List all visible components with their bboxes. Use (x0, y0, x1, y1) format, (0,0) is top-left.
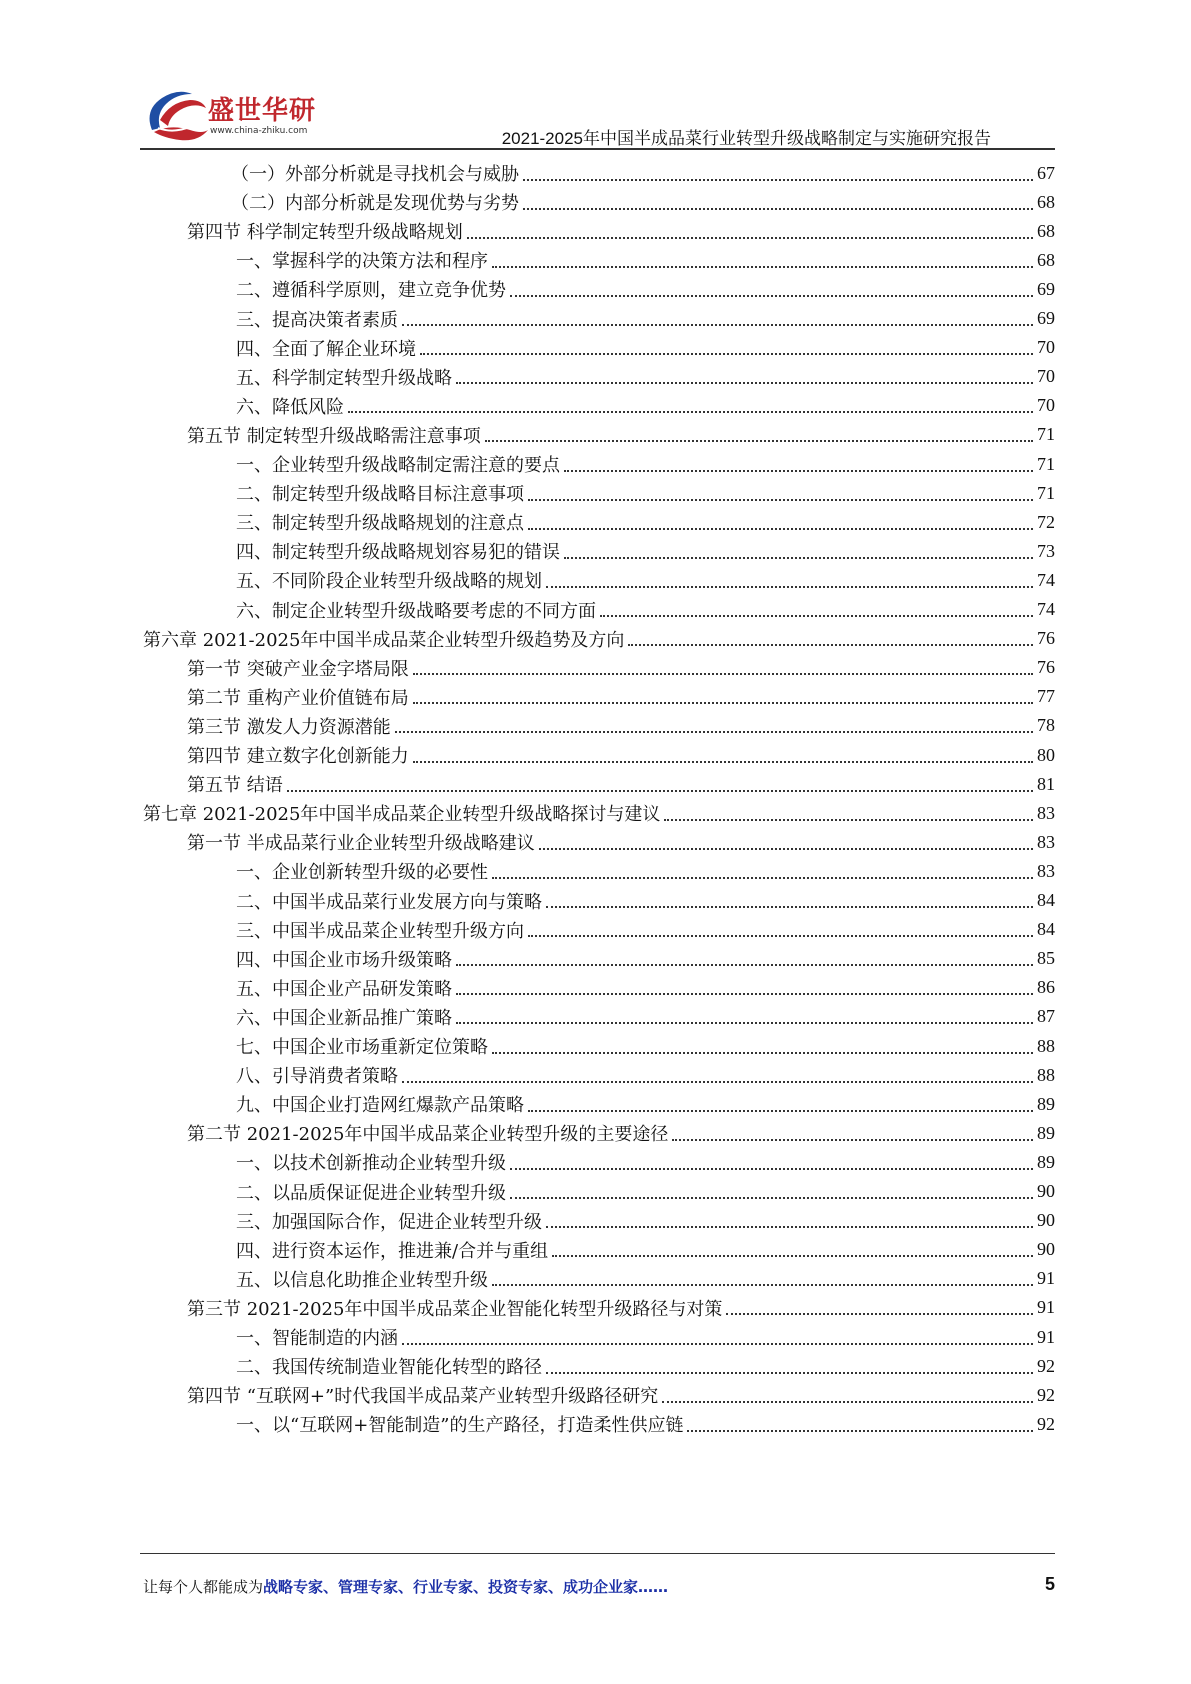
toc-entry-page: 91 (1037, 1297, 1055, 1318)
toc-leader-dots (664, 818, 1033, 821)
page-header (0, 0, 1191, 152)
toc-entry-page: 91 (1037, 1326, 1055, 1347)
toc-entry-title: 一、以“互联网+智能制造”的生产路径，打造柔性供应链 (236, 1415, 684, 1437)
toc-entry-title: 二、中国半成品菜行业发展方向与策略 (236, 891, 542, 913)
toc-leader-dots (492, 265, 1033, 268)
toc-entry-title: 一、企业创新转型升级的必要性 (236, 862, 488, 884)
toc-entry-title: 一、企业转型升级战略制定需注意的要点 (236, 455, 560, 476)
toc-entry[interactable] (236, 1147, 1055, 1177)
toc-entry-title: 三、提高决策者素质 (236, 309, 398, 331)
toc-entry-title: 四、进行资本运作，推进兼/合并与重组 (236, 1240, 549, 1262)
toc-entry-title: （二）内部分析就是发现优势与劣势 (231, 193, 519, 215)
toc-entry-page: 71 (1037, 453, 1055, 474)
footer-slogan (143, 1576, 668, 1597)
logo-swoosh-icon (140, 80, 210, 150)
logo-text: 盛世华研 (208, 96, 317, 126)
toc-leader-dots (662, 1400, 1033, 1403)
toc-leader-dots (528, 1109, 1033, 1112)
toc-leader-dots (467, 236, 1033, 239)
toc-entry-title: 一、智能制造的内涵 (236, 1328, 398, 1349)
toc-entry-title: 第四节 科学制定转型升级战略规划 (187, 222, 463, 244)
toc-leader-dots (546, 1371, 1033, 1374)
toc-entry-title: 第二节 2021-2025年中国半成品菜企业转型升级的主要途径 (187, 1124, 669, 1146)
toc-entry-page: 84 (1037, 890, 1055, 910)
toc-entry-title: 八、引导消费者策略 (236, 1066, 398, 1088)
toc-leader-dots (546, 585, 1033, 588)
toc-leader-dots (456, 381, 1033, 384)
toc-entry[interactable] (187, 216, 1055, 246)
toc-entry-title: 五、中国企业产品研发策略 (236, 978, 452, 1000)
toc-entry[interactable] (236, 1235, 1055, 1265)
toc-leader-dots (528, 527, 1033, 530)
toc-entry[interactable] (231, 187, 1055, 217)
toc-entry-title: 五、不同阶段企业转型升级战略的规划 (236, 571, 542, 593)
toc-entry[interactable] (187, 1118, 1055, 1148)
toc-entry-page: 70 (1037, 395, 1055, 416)
toc-entry-page: 84 (1037, 919, 1055, 940)
toc-leader-dots (402, 1080, 1033, 1083)
toc-leader-dots (510, 1196, 1033, 1199)
toc-entry-page: 89 (1037, 1122, 1055, 1143)
toc-entry[interactable] (187, 827, 1055, 857)
toc-leader-dots (413, 672, 1033, 675)
toc-entry-page: 83 (1037, 860, 1055, 881)
toc-entry-page: 80 (1037, 744, 1055, 765)
toc-entry-page: 91 (1037, 1268, 1055, 1289)
toc-entry-title: 第一节 突破产业金字塔局限 (187, 658, 409, 680)
toc-entry-page: 68 (1037, 220, 1055, 241)
toc-entry-title: 第一节 半成品菜行业企业转型升级战略建议 (187, 833, 535, 855)
toc-entry[interactable] (187, 769, 1055, 799)
company-logo (140, 80, 340, 150)
toc-entry-title: 三、加强国际合作，促进企业转型升级 (236, 1211, 542, 1233)
toc-entry[interactable] (236, 304, 1055, 334)
toc-entry[interactable] (236, 973, 1055, 1003)
toc-entry[interactable] (187, 711, 1055, 741)
toc-entry[interactable] (187, 740, 1055, 770)
toc-entry[interactable] (236, 536, 1055, 566)
toc-leader-dots (492, 1283, 1033, 1286)
toc-entry-title: 二、制定转型升级战略目标注意事项 (236, 484, 524, 506)
toc-entry-page: 67 (1037, 162, 1055, 183)
toc-entry[interactable] (187, 1293, 1055, 1323)
toc-leader-dots (564, 556, 1033, 559)
toc-entry-page: 92 (1037, 1384, 1055, 1405)
toc-entry-title: 五、以信息化助推企业转型升级 (236, 1269, 488, 1291)
toc-entry-title: 第六章 2021-2025年中国半成品菜企业转型升级趋势及方向 (143, 629, 625, 651)
toc-leader-dots (485, 439, 1033, 442)
toc-entry-title: 四、中国企业市场升级策略 (236, 949, 452, 971)
toc-entry-page: 74 (1037, 599, 1055, 619)
toc-entry-title: 第三节 2021-2025年中国半成品菜企业智能化转型升级路径与对策 (187, 1298, 723, 1320)
toc-leader-dots (539, 847, 1033, 850)
toc-entry[interactable] (236, 1031, 1055, 1061)
header-divider (140, 148, 1055, 150)
logo-url: www.china-zhiku.com (210, 126, 308, 136)
toc-entry-page: 83 (1037, 802, 1055, 823)
toc-entry-page: 68 (1037, 191, 1055, 212)
toc-leader-dots (420, 352, 1033, 355)
toc-entry-page: 78 (1037, 715, 1055, 736)
toc-leader-dots (672, 1138, 1033, 1141)
toc-entry-title: 五、科学制定转型升级战略 (236, 367, 452, 389)
toc-entry-title: 六、制定企业转型升级战略要考虑的不同方面 (236, 600, 596, 622)
toc-entry-title: 第二节 重构产业价值链布局 (187, 687, 409, 709)
toc-leader-dots (413, 760, 1033, 763)
toc-entry-title: 九、中国企业打造网红爆款产品策略 (236, 1095, 524, 1117)
toc-entry[interactable] (143, 624, 1055, 654)
toc-entry-page: 76 (1037, 628, 1055, 649)
toc-entry-title: 二、遵循科学原则，建立竞争优势 (236, 280, 506, 302)
toc-entry-title: 六、中国企业新品推广策略 (236, 1007, 452, 1029)
toc-entry-title: （一）外部分析就是寻找机会与威胁 (231, 164, 519, 185)
toc-entry-title: 第四节 建立数字化创新能力 (187, 746, 409, 767)
toc-entry-title: 二、我国传统制造业智能化转型的路径 (236, 1357, 542, 1379)
toc-leader-dots (402, 323, 1033, 326)
toc-entry-title: 第五节 结语 (187, 775, 283, 797)
toc-entry[interactable] (236, 449, 1055, 479)
toc-entry[interactable] (236, 362, 1055, 392)
toc-leader-dots (523, 178, 1033, 181)
toc-entry-page: 68 (1037, 249, 1055, 270)
toc-entry-page: 69 (1037, 308, 1055, 328)
toc-entry-title: 四、全面了解企业环境 (236, 338, 416, 360)
toc-entry-page: 73 (1037, 540, 1055, 561)
toc-leader-dots (687, 1429, 1033, 1432)
toc-entry-title: 一、以技术创新推动企业转型升级 (236, 1153, 506, 1175)
toc-entry[interactable] (236, 245, 1055, 275)
toc-entry-page: 83 (1037, 831, 1055, 852)
toc-entry[interactable] (236, 1322, 1055, 1352)
toc-entry[interactable] (236, 856, 1055, 886)
toc-entry[interactable] (236, 1264, 1055, 1294)
toc-entry-page: 90 (1037, 1239, 1055, 1260)
toc-leader-dots (287, 789, 1033, 792)
toc-entry-page: 81 (1037, 773, 1055, 794)
toc-entry[interactable] (236, 1002, 1055, 1032)
toc-entry[interactable] (231, 158, 1055, 188)
toc-entry-title: 六、降低风险 (236, 396, 344, 418)
toc-entry-title: 一、掌握科学的决策方法和程序 (236, 251, 488, 273)
toc-entry-page: 87 (1037, 1006, 1055, 1027)
toc-leader-dots (402, 1342, 1033, 1345)
toc-entry-page: 85 (1037, 948, 1055, 969)
toc-entry-page: 89 (1037, 1151, 1055, 1172)
toc-entry[interactable] (187, 1380, 1055, 1410)
toc-entry-title: 三、中国半成品菜企业转型升级方向 (236, 920, 524, 942)
toc-entry-title: 三、制定转型升级战略规划的注意点 (236, 513, 524, 535)
toc-entry-title: 第七章 2021-2025年中国半成品菜企业转型升级战略探讨与建议 (143, 804, 661, 826)
toc-entry-title: 第三节 激发人力资源潜能 (187, 716, 391, 738)
toc-entry-page: 70 (1037, 337, 1055, 358)
toc-entry[interactable] (236, 565, 1055, 595)
toc-entry[interactable] (236, 1089, 1055, 1119)
toc-leader-dots (510, 294, 1033, 297)
toc-entry-title: 第五节 制定转型升级战略需注意事项 (187, 425, 481, 447)
toc-entry[interactable] (236, 1409, 1055, 1439)
toc-leader-dots (546, 1225, 1033, 1228)
toc-entry-page: 90 (1037, 1210, 1055, 1231)
toc-entry-page: 69 (1037, 278, 1055, 299)
toc-leader-dots (492, 1051, 1033, 1054)
document-title: 2021-2025年中国半成品菜行业转型升级战略制定与实施研究报告 (501, 129, 991, 148)
toc-leader-dots (510, 1167, 1033, 1170)
toc-entry-page: 77 (1037, 686, 1055, 707)
toc-entry-page: 88 (1037, 1064, 1055, 1085)
slogan-highlight: 战略专家、管理专家、行业专家、投资专家、成功企业家…… (263, 1578, 669, 1596)
toc-leader-dots (564, 469, 1033, 472)
toc-entry-page: 88 (1037, 1035, 1055, 1056)
toc-entry[interactable] (236, 333, 1055, 363)
toc-entry[interactable] (236, 507, 1055, 537)
toc-entry-title: 四、制定转型升级战略规划容易犯的错误 (236, 542, 560, 564)
toc-entry[interactable] (236, 1060, 1055, 1090)
toc-leader-dots (492, 876, 1033, 879)
page-number: 5 (1044, 1574, 1055, 1594)
toc-entry[interactable] (236, 595, 1055, 625)
toc-leader-dots (413, 701, 1033, 704)
toc-leader-dots (456, 1021, 1033, 1024)
toc-entry-page: 71 (1037, 424, 1055, 445)
toc-entry-page: 71 (1037, 482, 1055, 503)
toc-leader-dots (523, 207, 1033, 210)
toc-entry-page: 89 (1037, 1093, 1055, 1114)
toc-entry-page: 70 (1037, 366, 1055, 387)
toc-entry[interactable] (187, 653, 1055, 683)
toc-leader-dots (600, 614, 1033, 617)
toc-entry-page: 90 (1037, 1181, 1055, 1201)
toc-leader-dots (552, 1254, 1033, 1257)
toc-entry-title: 七、中国企业市场重新定位策略 (236, 1037, 488, 1058)
toc-entry[interactable] (236, 944, 1055, 974)
toc-leader-dots (546, 905, 1033, 908)
toc-entry-page: 74 (1037, 569, 1055, 590)
toc-entry-page: 92 (1037, 1355, 1055, 1376)
toc-entry[interactable] (236, 1177, 1055, 1207)
toc-entry[interactable] (187, 420, 1055, 450)
toc-entry-title: 第四节 “互联网+”时代我国半成品菜产业转型升级路径研究 (187, 1386, 659, 1408)
toc-leader-dots (528, 934, 1033, 937)
toc-entry[interactable] (236, 1206, 1055, 1236)
toc-entry-page: 72 (1037, 511, 1055, 532)
toc-leader-dots (628, 643, 1033, 646)
toc-entry-title: 二、以品质保证促进企业转型升级 (236, 1182, 506, 1204)
toc-entry[interactable] (236, 915, 1055, 945)
toc-entry-page: 92 (1037, 1413, 1055, 1434)
toc-entry[interactable] (143, 798, 1055, 828)
toc-entry[interactable] (236, 886, 1055, 916)
toc-entry-page: 86 (1037, 977, 1055, 998)
toc-entry-page: 76 (1037, 657, 1055, 678)
toc-leader-dots (456, 963, 1033, 966)
footer-divider (140, 1553, 1055, 1554)
toc-entry[interactable] (187, 682, 1055, 712)
toc-leader-dots (348, 410, 1033, 413)
toc-leader-dots (726, 1312, 1033, 1315)
toc-leader-dots (528, 498, 1033, 501)
toc-leader-dots (456, 992, 1033, 995)
toc-entry[interactable] (236, 1351, 1055, 1381)
toc-entry[interactable] (236, 274, 1055, 304)
toc-entry[interactable] (236, 478, 1055, 508)
toc-leader-dots (395, 730, 1033, 733)
toc-entry[interactable] (236, 391, 1055, 421)
slogan-prefix: 让每个人都能成为 (143, 1578, 264, 1596)
